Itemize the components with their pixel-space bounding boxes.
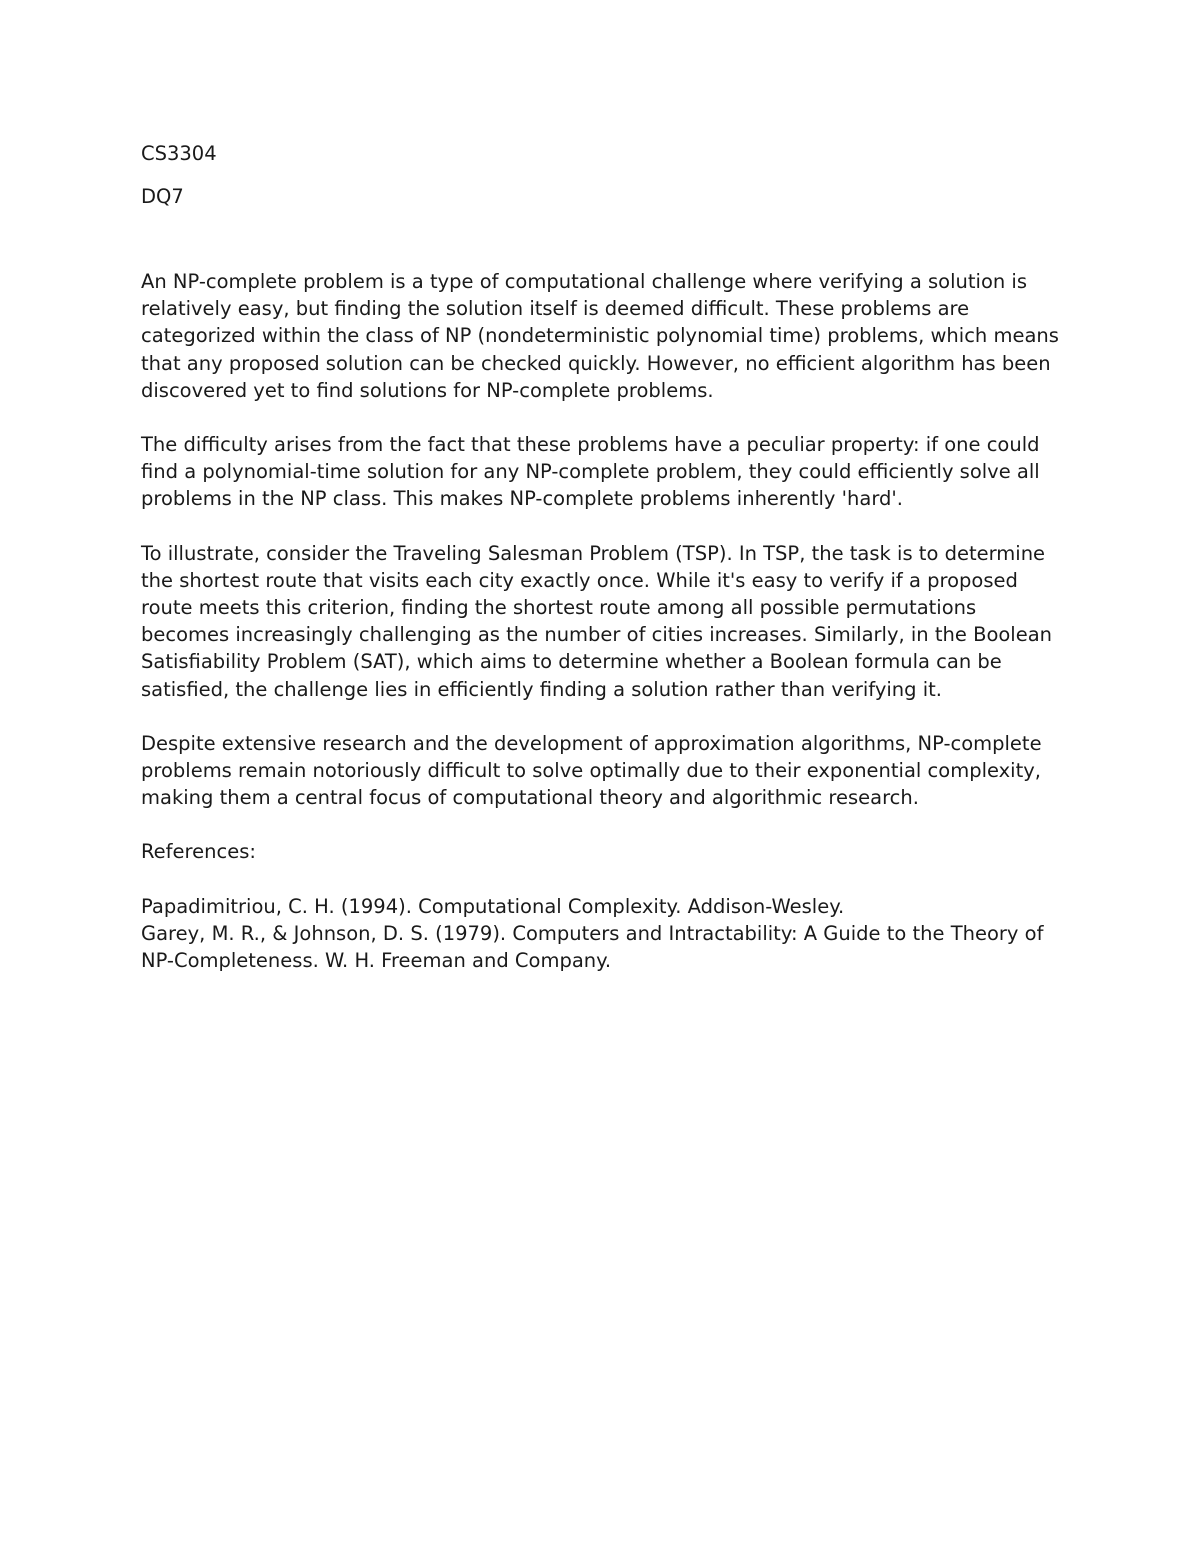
paragraph-definition: An NP-complete problem is a type of computational challenge where verifying a solution is relatively easy, but finding the solution itself is deemed difficult. These problems are categorized within the class of NP (nondeterministic polynomial time) problems, which means that any proposed solution can be checked quickly. However, no efficient algorithm has been discovered yet to find solutions for NP-complete problems. xyxy=(141,270,1059,402)
document-content xyxy=(141,140,1061,974)
paragraph-difficulty: The difficulty arises from the fact that these problems have a peculiar property: if one could find a polynomial-time solution for any NP-complete problem, they could efficiently solve all problems in the NP class. This makes NP-complete problems inherently 'hard'. xyxy=(141,433,1040,511)
reference-item: Garey, M. R., & Johnson, D. S. (1979). Computers and Intractability: A Guide to the Theory of NP-Completeness. W. H. Freeman and Company. xyxy=(141,921,1044,973)
assignment-id: DQ7 xyxy=(141,185,184,208)
paragraph-conclusion: Despite extensive research and the development of approximation algorithms, NP-complete problems remain notoriously difficult to solve optimally due to their exponential complexity, making them a central focus of computational theory and algorithmic research. xyxy=(141,731,1042,810)
reference-list xyxy=(141,893,1061,975)
references-heading: References: xyxy=(141,840,256,864)
paragraph-examples: To illustrate, consider the Traveling Salesman Problem (TSP). In TSP, the task is to determine the shortest route that visits each city exactly once. While it's easy to verify if a proposed route meets this criterion, finding the shortest route among all possible permutations becomes increasingly challenging as the number of cities increases. Similarly, in the Boolean Satisfiability Problem (SAT), which aims to determine whether a Boolean formula can be satisfied, the challenge lies in efficiently finding a solution rather than verifying it. xyxy=(141,541,1053,701)
course-code: CS3304 xyxy=(141,142,217,165)
reference-item: Papadimitriou, C. H. (1994). Computational Complexity. Addison-Wesley. xyxy=(141,894,845,918)
